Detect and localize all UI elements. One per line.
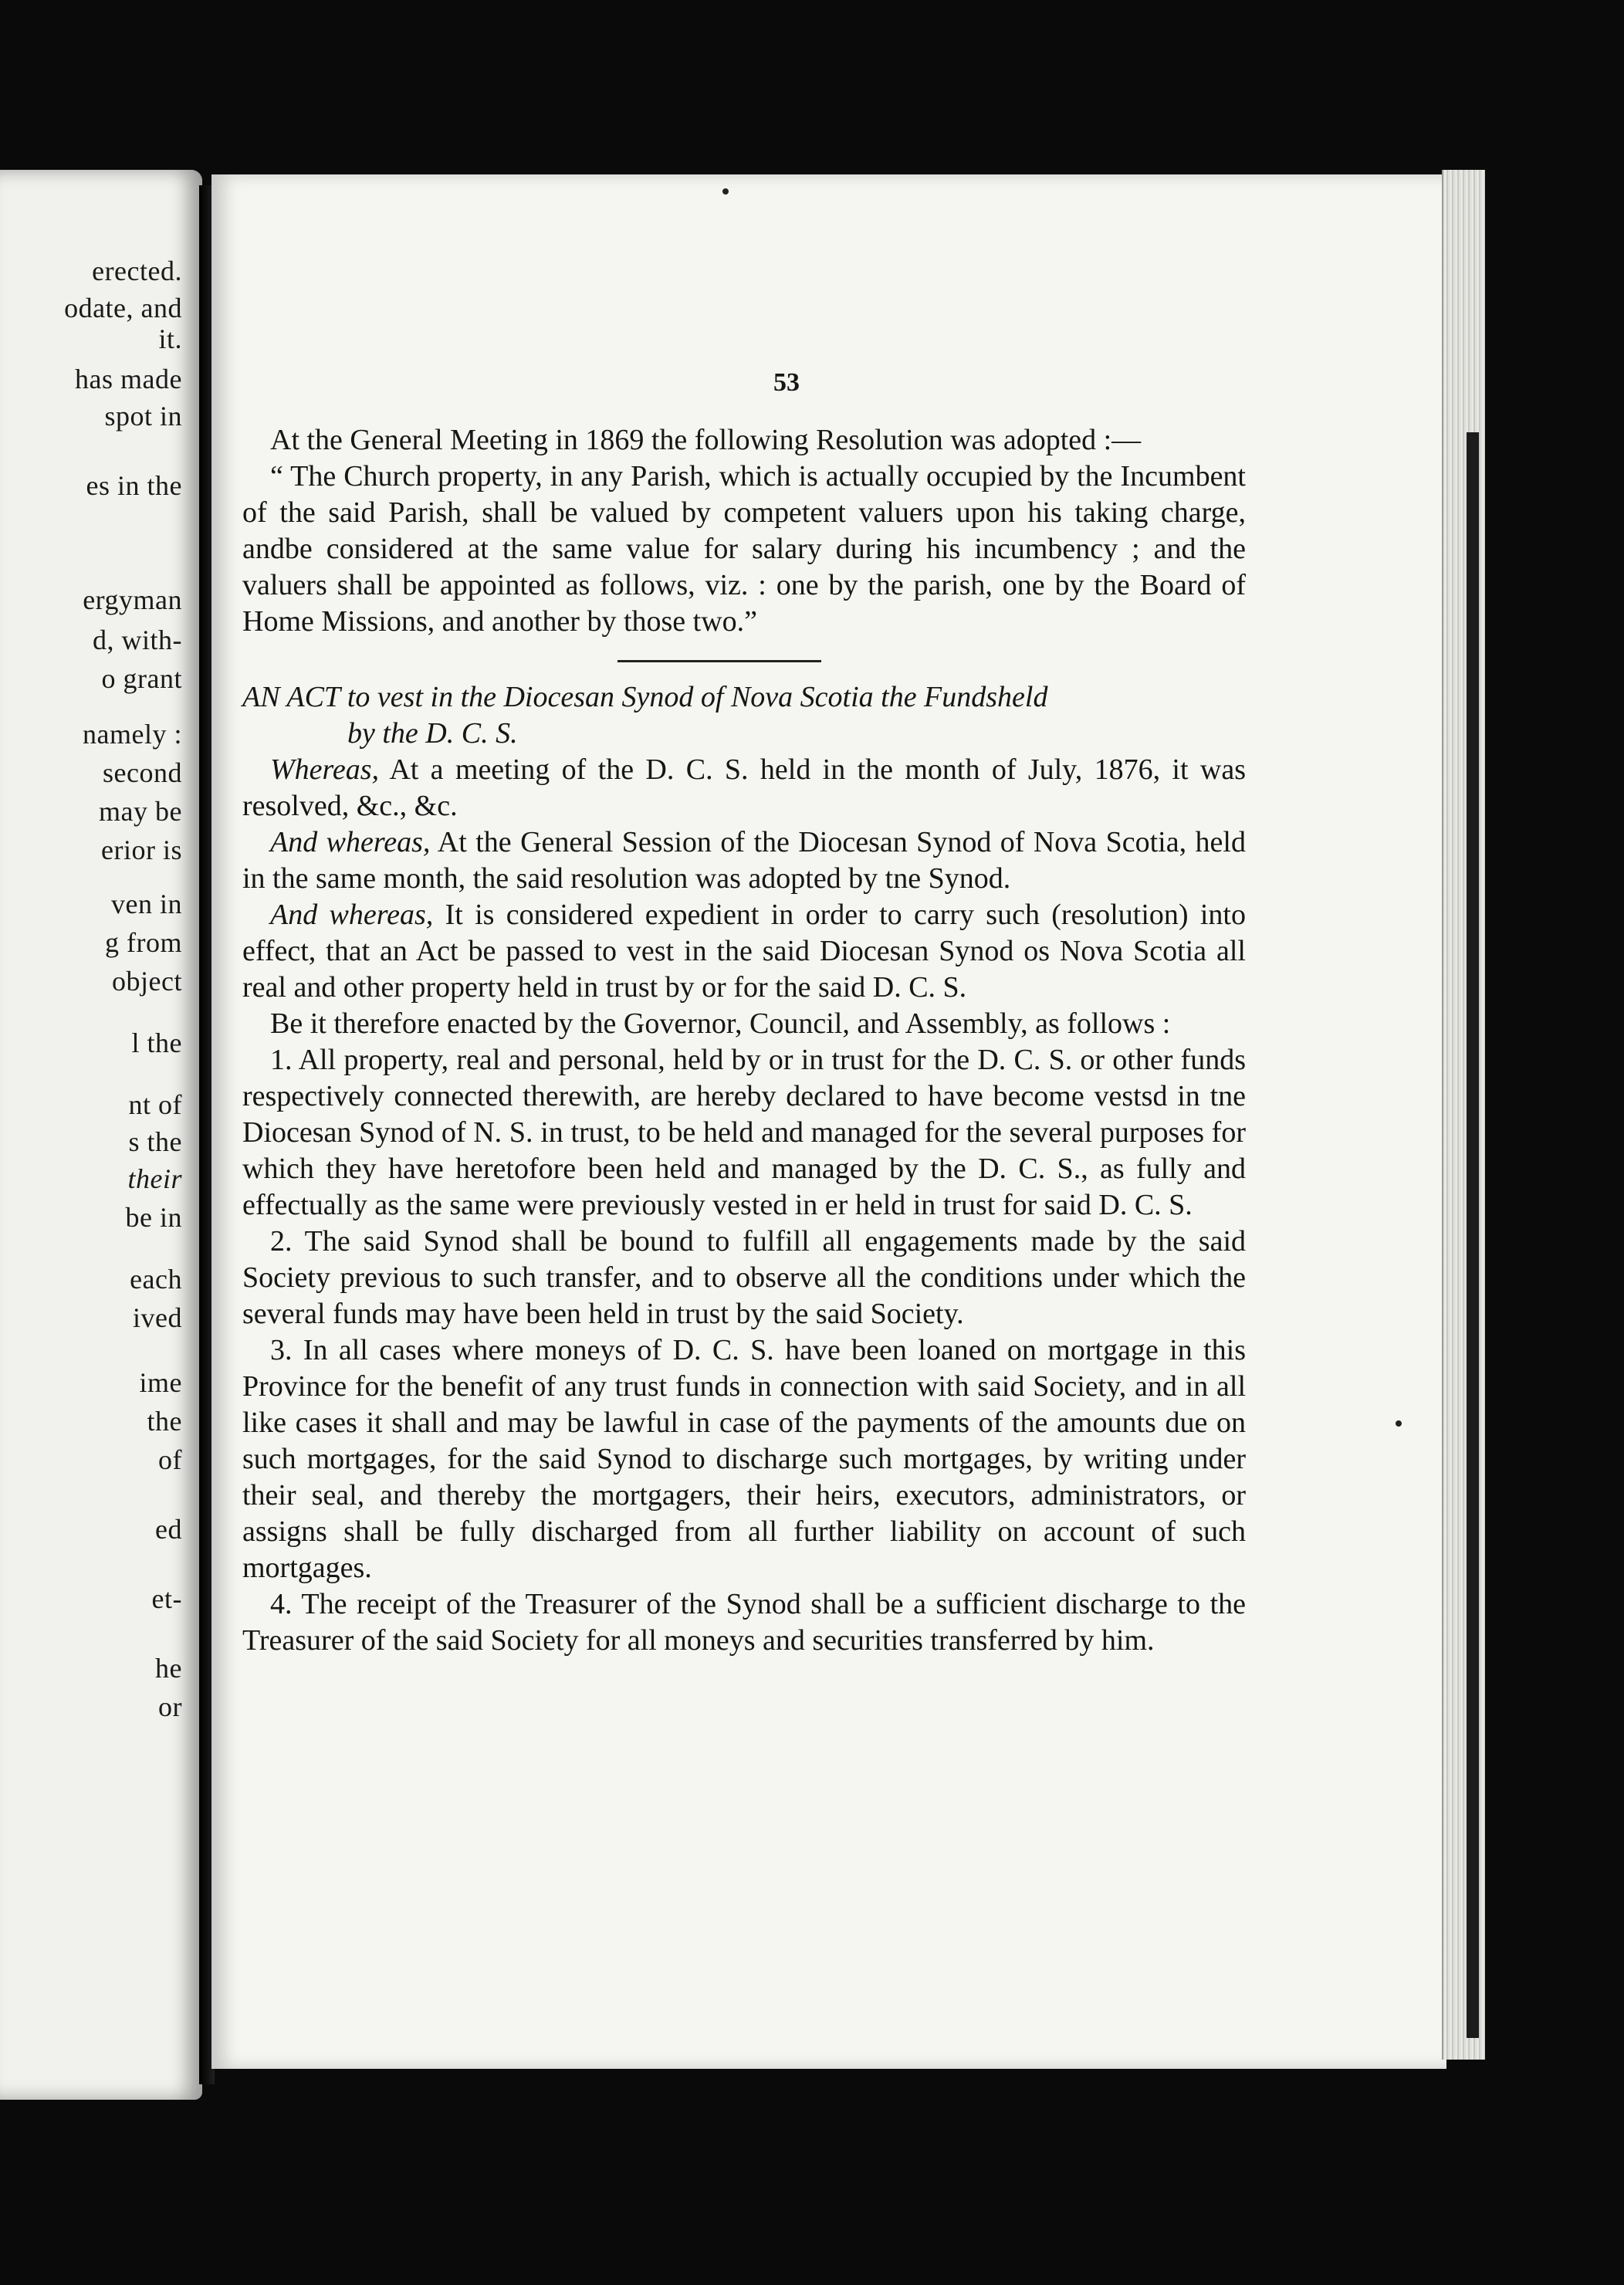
left-page-line: nt of [128, 1089, 182, 1120]
act-title [242, 679, 1246, 752]
left-page-line: ived [133, 1302, 182, 1333]
page-number: 53 [773, 368, 800, 397]
whereas-lead-1: Whereas, [270, 753, 380, 786]
left-page-line: he [155, 1653, 182, 1684]
left-page-line: object [112, 966, 182, 997]
left-page-line: each [130, 1264, 182, 1295]
left-page-line: may be [99, 796, 182, 827]
left-page-line: erected. [92, 256, 182, 286]
left-page-line: ven in [111, 889, 182, 919]
page-content [242, 364, 1246, 1659]
left-page-line: es in the [86, 470, 182, 501]
act-title-line-1: AN ACT to vest in the Diocesan Synod of Nova Scotia the Fundsheld [242, 681, 1048, 713]
left-page-fragment [0, 170, 202, 2100]
whereas-text-3: It is considered expedient in order to carry such (resolution) into effect, that an Act be passed to vest in the said Diocesan Synod os Nova Scotia all real and other property held in trust by or for the said D. C. S. [242, 899, 1246, 1004]
whereas-text-1: At a meeting of the D. C. S. held in the month of July, 1876, it was resolved, &c., &c. [242, 753, 1246, 822]
whereas-lead-2: And whereas, [270, 826, 431, 858]
left-page-line: the [147, 1406, 182, 1437]
page-edge-shadow [1467, 432, 1479, 2038]
left-page-line: et- [151, 1583, 182, 1614]
section-4: 4. The receipt of the Treasurer of the Synod shall be a sufficient discharge to the Treasurer of the said Society for all moneys and securities transferred by him. [242, 1588, 1246, 1657]
whereas-paragraph-3 [242, 897, 1246, 1006]
intro-paragraph: At the General Meeting in 1869 the following Resolution was adopted :— [270, 424, 1142, 456]
left-page-line: g from [105, 927, 182, 958]
left-page-line: ed [155, 1514, 182, 1545]
whereas-paragraph-1 [242, 752, 1246, 824]
speck [722, 188, 729, 195]
left-page-line: ergyman [83, 584, 182, 615]
left-page-line: it. [158, 323, 182, 354]
speck [1396, 1420, 1402, 1427]
section-1: 1. All property, real and personal, held by or in trust for the D. C. S. or other funds respectively connected therewith, are hereby declared to have become vestsd in tne Diocesan Synod of N. S. in trust, to be held and managed for the several purposes for which they have heretofore been held and managed by the D. C. S., as fully and effectually as the same were previously vested in er held in trust for said D. C. S. [242, 1044, 1246, 1221]
left-page-line: of [158, 1444, 182, 1475]
left-page-line: s the [128, 1126, 182, 1157]
enacting-clause: Be it therefore enacted by the Governor, Council, and Assembly, as follows : [270, 1007, 1171, 1040]
whereas-text-2: At the General Session of the Diocesan Synod of Nova Scotia, held in the same month, the said resolution was adopted by tne Synod. [242, 826, 1246, 895]
left-page-line: second [103, 757, 182, 788]
left-page-line: their [127, 1163, 182, 1194]
left-page-line: odate, and [64, 293, 182, 323]
section-2: 2. The said Synod shall be bound to fulfill all engagements made by the said Society previous to such transfer, and to observe all the conditions under which the several funds may have been held in trust by the said Society. [242, 1225, 1246, 1330]
left-page-line: o grant [101, 663, 182, 694]
section-3: 3. In all cases where moneys of D. C. S. have been loaned on mortgage in this Province for the benefit of any trust funds in connection with said Society, and in all like cases it shall and may be lawful in case of the payments of the amounts due on such mortgages, for the said Synod to discharge such mortgages, by writing under their seal, and thereby the mortgagers, their heirs, executors, administrators, or assigns shall be fully discharged from all further liability on account of such mortgages. [242, 1334, 1246, 1584]
left-page-line: d, with- [93, 625, 182, 655]
section-divider [617, 660, 821, 662]
left-page-line: be in [125, 1202, 182, 1233]
left-page-line: namely : [83, 719, 182, 750]
left-page-line: erior is [101, 834, 182, 865]
whereas-lead-3: And whereas, [270, 899, 434, 931]
left-page-line: spot in [104, 401, 182, 432]
act-title-line-2: by the D. C. S. [347, 717, 518, 750]
resolution-quote: “ The Church property, in any Parish, which is actually occupied by the Incumbent of the said Parish, shall be valued by competent valuers upon his taking charge, andbe considered at the same value for salary during his incumbency ; and the valuers shall be appointed as follows, viz. : one by the parish, one by the Board of Home Missions, and another by those two.” [242, 460, 1246, 638]
left-page-line: has made [75, 364, 182, 394]
left-page-line: l the [131, 1027, 182, 1058]
left-page-line: or [158, 1691, 182, 1722]
left-page-line: ime [139, 1367, 182, 1398]
whereas-paragraph-2 [242, 824, 1246, 897]
